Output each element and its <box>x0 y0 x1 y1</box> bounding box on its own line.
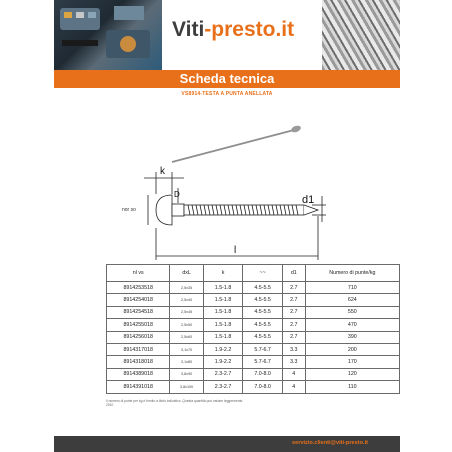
table-cell: 1.5-1.8 <box>203 331 243 343</box>
column-header: dxL <box>170 265 203 282</box>
table-cell: 110 <box>305 381 399 393</box>
table-cell: 3,1x70 <box>170 343 203 355</box>
tools-photo <box>54 0 162 70</box>
table-cell: 2,5x60 <box>170 331 203 343</box>
table-cell: 2,5x45 <box>170 306 203 318</box>
technical-drawing <box>54 110 400 260</box>
footer-bar <box>54 436 400 452</box>
table-cell: 3.3 <box>282 356 305 368</box>
table-row <box>107 356 400 368</box>
table-row <box>107 294 400 306</box>
table-cell: 1.5-1.8 <box>203 294 243 306</box>
footnote-line: 2010 <box>106 403 114 408</box>
logo-main-text: Viti <box>172 18 205 41</box>
table-cell: 2.7 <box>282 294 305 306</box>
table-cell: 1.5-1.8 <box>203 306 243 318</box>
table-row <box>107 319 400 331</box>
table-cell: 4 <box>282 368 305 380</box>
table-row <box>107 306 400 318</box>
tools-photo-graphic <box>54 0 162 70</box>
table-row <box>107 381 400 393</box>
table-cell: 4.5-5.5 <box>243 331 283 343</box>
table-cell: 120 <box>305 368 399 380</box>
table-cell: 170 <box>305 356 399 368</box>
table-cell: 1.9-2.2 <box>203 356 243 368</box>
table-cell: 4.5-5.5 <box>243 294 283 306</box>
spec-table <box>106 264 400 394</box>
table-cell: 7.0-8.0 <box>243 368 283 380</box>
table-cell: 8914389018 <box>107 368 170 380</box>
table-row <box>107 282 400 294</box>
table-cell: 3,1x80 <box>170 356 203 368</box>
column-header: d1 <box>282 265 305 282</box>
product-code: VS8914-TESTA A PUNTA ANELLATA <box>181 91 273 97</box>
table-cell: 2.7 <box>282 331 305 343</box>
table-cell: 4.5-5.5 <box>243 306 283 318</box>
table-cell: 2.3-2.7 <box>203 368 243 380</box>
table-cell: 710 <box>305 282 399 294</box>
table-cell: 5.7-6.7 <box>243 343 283 355</box>
table-cell: 550 <box>305 306 399 318</box>
nail-photo <box>172 124 302 162</box>
table-cell: 1.9-2.2 <box>203 343 243 355</box>
table-cell: 3,8x100 <box>170 381 203 393</box>
table-cell: 1.5-1.8 <box>203 282 243 294</box>
table-cell: 5.7-6.7 <box>243 356 283 368</box>
table-cell: 8914391018 <box>107 381 170 393</box>
table-cell: 3.3 <box>282 343 305 355</box>
footnote-line: Il numero di punte per kg è fornito a titolo indicativo. Questa quantità può variare leggermente. <box>106 399 244 403</box>
contact-email-link[interactable]: servizio.clienti@viti-presto.it <box>291 440 368 446</box>
column-header: ~~ <box>243 265 283 282</box>
table-cell: 4.5-5.5 <box>243 319 283 331</box>
table-cell: 2.7 <box>282 282 305 294</box>
column-header: k <box>203 265 243 282</box>
table-cell: 390 <box>305 331 399 343</box>
table-row <box>107 368 400 380</box>
header-banner <box>54 0 400 70</box>
page-title: Scheda tecnica <box>54 70 400 88</box>
table-cell: 8914256018 <box>107 331 170 343</box>
table-cell: 8914317018 <box>107 343 170 355</box>
table-cell: 4 <box>282 381 305 393</box>
dim-label-l: l <box>234 245 237 256</box>
table-cell: 624 <box>305 294 399 306</box>
table-cell: 2,5x40 <box>170 294 203 306</box>
table-cell: 2.7 <box>282 319 305 331</box>
table-cell: 200 <box>305 343 399 355</box>
table-cell: 8914318018 <box>107 356 170 368</box>
table-cell: 2.7 <box>282 306 305 318</box>
footnote <box>106 399 376 407</box>
dim-label-k: k <box>160 166 165 177</box>
table-cell: 4.5-5.5 <box>243 282 283 294</box>
table-cell: 2.3-2.7 <box>203 381 243 393</box>
table-cell: 8914255018 <box>107 319 170 331</box>
column-header: Numero di punte/kg <box>305 265 399 282</box>
column-header: nl vs <box>107 265 170 282</box>
datasheet-page <box>54 0 400 452</box>
table-cell: 8914253518 <box>107 282 170 294</box>
table-cell: 2,5x50 <box>170 319 203 331</box>
table-cell: 3,8x90 <box>170 368 203 380</box>
table-cell: 7.0-8.0 <box>243 381 283 393</box>
table-row <box>107 343 400 355</box>
table-cell: 8914254518 <box>107 306 170 318</box>
screws-photo <box>322 0 400 70</box>
table-cell: 470 <box>305 319 399 331</box>
brand-logo <box>172 18 294 42</box>
table-header-row <box>107 265 400 282</box>
logo-accent-text: -presto.it <box>204 18 295 41</box>
dim-label-d1: d1 <box>302 194 315 206</box>
table-cell: 1.5-1.8 <box>203 319 243 331</box>
table-cell: 2,5x35 <box>170 282 203 294</box>
dim-label-D: D <box>174 190 180 199</box>
table-row <box>107 331 400 343</box>
dim-label-side: nor so <box>122 207 136 213</box>
table-cell: 8914254018 <box>107 294 170 306</box>
